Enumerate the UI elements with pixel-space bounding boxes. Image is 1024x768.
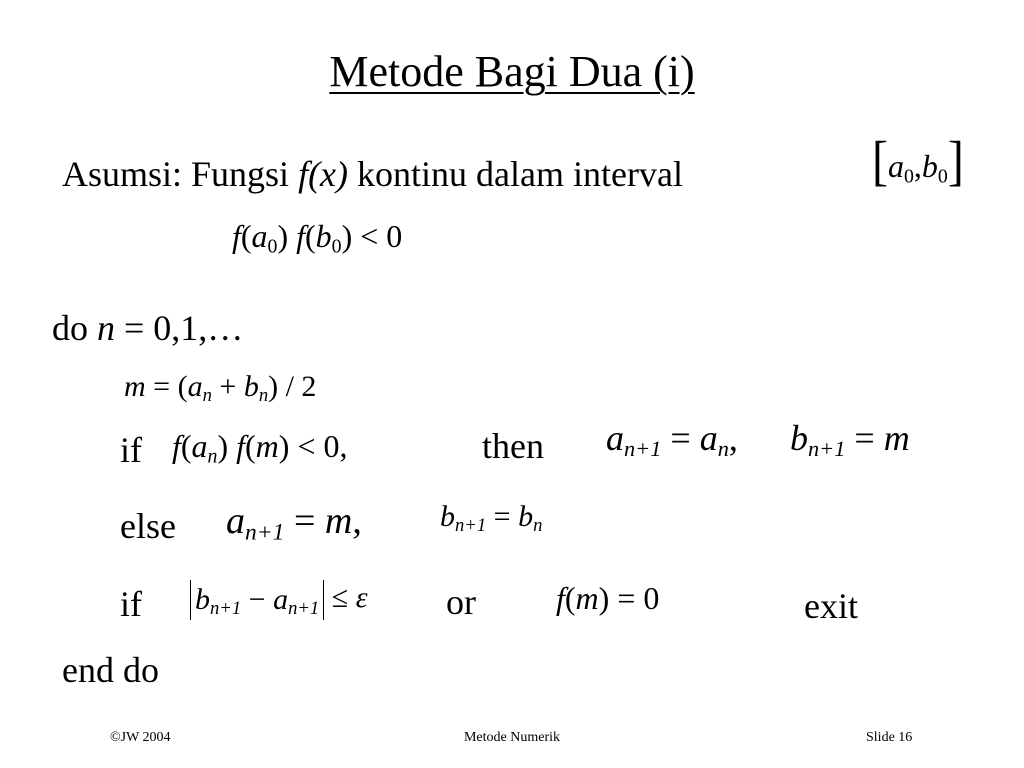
then-update-b: $b_{n+1} = m$ — [790, 418, 910, 462]
loop-end: end do — [62, 650, 159, 690]
then-update-a: $a_{n+1} = a_n$, — [606, 418, 738, 462]
sign-condition: $f(a_0) f(b_0) < 0$ — [232, 218, 403, 258]
interval-expression: $[a_0,b_0]$ — [872, 130, 964, 192]
if-keyword: if — [120, 430, 142, 470]
slide-title: Metode Bagi Dua (i) — [329, 47, 695, 96]
root-condition: f(m) = 0 — [556, 580, 660, 616]
assumption-text: Asumsi: Fungsi f(x) kontinu dalam interval — [62, 154, 683, 194]
exit-keyword: exit — [804, 586, 858, 626]
midpoint-formula: $m = (a_n + b_n) / 2$ — [124, 370, 317, 407]
function-name: f(x) — [298, 154, 349, 194]
footer-course: Metode Numerik — [463, 730, 561, 745]
tolerance-condition: $b_{n+1} - a_{n+1} \le \varepsilon$ — [190, 580, 368, 620]
bracket-sign-condition: $f(a_n) f(m) < 0$, — [172, 428, 348, 468]
then-keyword: then — [482, 426, 544, 466]
loop-header: do n = 0,1,… — [52, 308, 244, 348]
else-update-a: $a_{n+1} = m$, — [226, 500, 362, 546]
if-keyword-stop: if — [120, 584, 142, 624]
footer-slide-number: Slide 16 — [866, 730, 913, 745]
else-update-b: $b_{n+1} = b_n$ — [440, 500, 543, 537]
else-keyword: else — [120, 506, 176, 546]
or-keyword: or — [446, 582, 476, 622]
footer-copyright: ©JW 2004 — [110, 730, 171, 745]
